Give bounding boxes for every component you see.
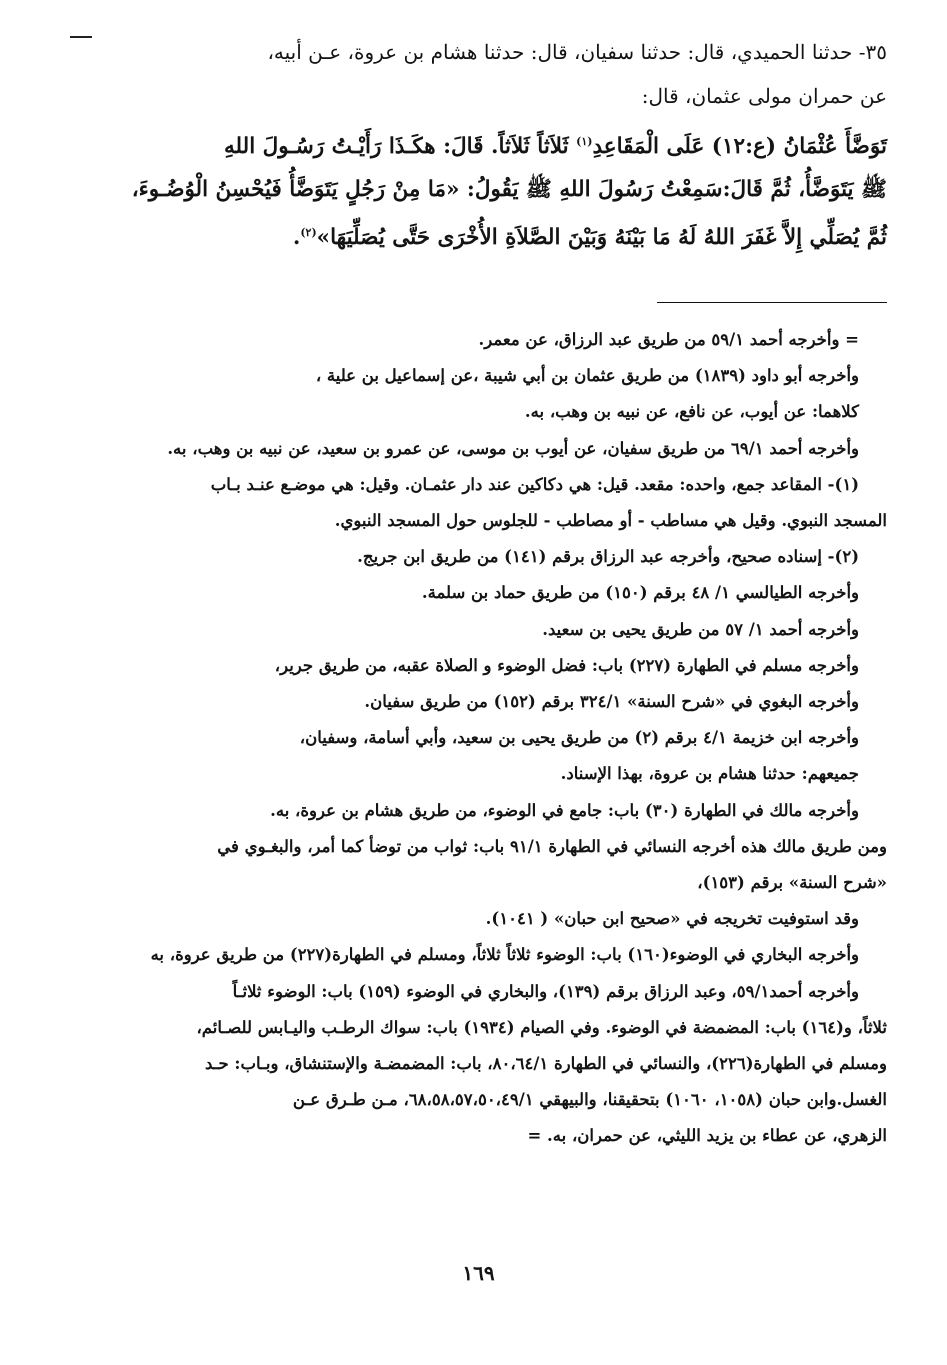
footnote-line: وأخرجه مسلم في الطهارة (٢٢٧) باب: فضل الوضوء و الصلاة عقبه، من طريق جرير، [274, 655, 859, 675]
footnote-line: (١)- المقاعد جمع، واحده: مقعد. قيل: هي دكاكين عند دار عثمـان. وقيل: هي موضـع عنـد بـاب [210, 474, 859, 494]
footnote-line: وأخرجه البغوي في «شرح السنة» ٣٢٤/١ برقم (١٥٢) من طريق سفيان. [364, 692, 859, 712]
hadith-matn [70, 120, 887, 259]
footnote-line: = وأخرجه أحمد ٥٩/١ من طريق عبد الرزاق، عن معمر. [478, 330, 859, 349]
footnote-line: وأخرجه أبو داود (١٨٣٩) من طريق عثمان بن أبي شيبة ،عن إسماعيل بن علية ، [315, 366, 859, 386]
matn-line-2: ﷺ يَتَوَضَّأُ، ثُمَّ قَالَ:سَمِعْتُ رَسُولَ اللهِ ﷺ يَقُولُ: «مَا مِنْ رَجُلٍ يَتَوَضَّأُ فَيُحْسِنُ الْوُضُـوءَ، [131, 177, 887, 203]
footnote-line: المسجد النبوي. وقيل هي مساطب - أو مصاطب - للجلوس حول المسجد النبوي. [334, 511, 887, 531]
footnote-line: ثلاثاً، و(١٦٤) باب: المضمضة في الوضوء. وفي الصيام (١٩٣٤) باب: سواك الرطـب واليـابس للصـائم، [196, 1017, 887, 1037]
matn-line-3-text: ثُمَّ يُصَلِّي إِلاَّ غَفَرَ اللهُ لَهُ مَا بَيْنَهُ وَبَيْنَ الصَّلاَةِ الأُخْرَى حَتَّى يُصَلِّيَهَا» [316, 225, 887, 251]
footnote-line: الغسل.وابن حبان (١٠٥٨، ١٠٦٠) بتحقيقنا، والبيهقي ٦٨،٥٨،٥٧،٥٠،٤٩/١، مـن طـرق عـن [292, 1090, 887, 1110]
footnote-ref-2: (٢) [300, 226, 317, 240]
page-number: ١٦٩ [462, 1261, 495, 1285]
footnote-line: وأخرجه ابن خزيمة ٤/١ برقم (٢) من طريق يحيى بن سعيد، وأبي أسامة، وسفيان، [299, 728, 859, 748]
margin-dash [70, 36, 92, 38]
matn-line-1 [70, 120, 887, 168]
document-page [70, 30, 887, 1325]
footnotes [70, 322, 887, 1155]
footnote-line: وأخرجه أحمد ٦٩/١ من طريق سفيان، عن أيوب بن موسى، عن عمرو بن سعيد، عن نبيه بن وهب، به. [167, 438, 859, 458]
footnote-line: وقد استوفيت تخريجه في «صحيح ابن حبان» ( ١٠٤١). [485, 909, 859, 929]
isnad-line-2: عن حمران مولى عثمان، قال: [641, 84, 887, 108]
footnote-line: وأخرجه البخاري في الوضوء(١٦٠) باب: الوضوء ثلاثاً ثلاثاً، ومسلم في الطهارة(٢٢٧) من طريق عروة، به [150, 945, 859, 965]
footnote-line: كلاهما: عن أيوب، عن نافع، عن نبيه بن وهب، به. [524, 402, 859, 422]
matn-line-3 [70, 211, 887, 259]
footnote-separator [657, 302, 887, 303]
hadith-block [70, 30, 887, 259]
matn-line-1-rest: ثَلاَثاً ثَلاَثاً. قَالَ: هكَـذَا رَأَيْـتُ رَسُـولَ اللهِ [224, 134, 577, 160]
footnote-line: جميعهم: حدثنا هشام بن عروة، بهذا الإسناد. [560, 764, 859, 784]
footnote-line: «شرح السنة» برقم (١٥٣)، [697, 873, 887, 893]
footnote-line: ومسلم في الطهارة(٢٢٦)، والنسائي في الطهارة ٨٠،٦٤/١، باب: المضمضـة والإستنشاق، وبـاب: حـد [204, 1054, 887, 1074]
footnote-ref-1: (١) [576, 135, 593, 148]
footnote-line: وأخرجه أحمد ١/ ٥٧ من طريق يحيى بن سعيد. [542, 619, 859, 639]
footnote-line: وأخرجه أحمد٥٩/١، وعبد الرزاق برقم (١٣٩)، والبخاري في الوضوء (١٥٩) باب: الوضوء ثلاثـاً [232, 981, 859, 1001]
isnad-line-1: ٣٥- حدثنا الحميدي، قال: حدثنا سفيان، قال: حدثنا هشام بن عروة، عـن أبيه، [267, 40, 887, 64]
footnote-line: وأخرجه مالك في الطهارة (٣٠) باب: جامع في الوضوء، من طريق هشام بن عروة، به. [270, 800, 859, 820]
matn-line-3-end: . [292, 225, 301, 251]
footnote-line: ومن طريق مالك هذه أخرجه النسائي في الطهارة ٩١/١ باب: ثواب من توضأ كما أمر، والبغـوي في [217, 836, 887, 856]
footnote-line: الزهري، عن عطاء بن يزيد الليثي، عن حمران، به. = [527, 1126, 887, 1146]
footnote-line: (٢)- إسناده صحيح، وأخرجه عبد الرزاق برقم (١٤١) من طريق ابن جريج. [357, 547, 859, 567]
matn-line-1-text: تَوَضَّأَ عُثْمَانُ (ع:١٢) عَلَى الْمَقَاعِدِ [592, 134, 887, 160]
footnote-line: وأخرجه الطيالسي ١/ ٤٨ برقم (١٥٠) من طريق حماد بن سلمة. [421, 583, 859, 603]
